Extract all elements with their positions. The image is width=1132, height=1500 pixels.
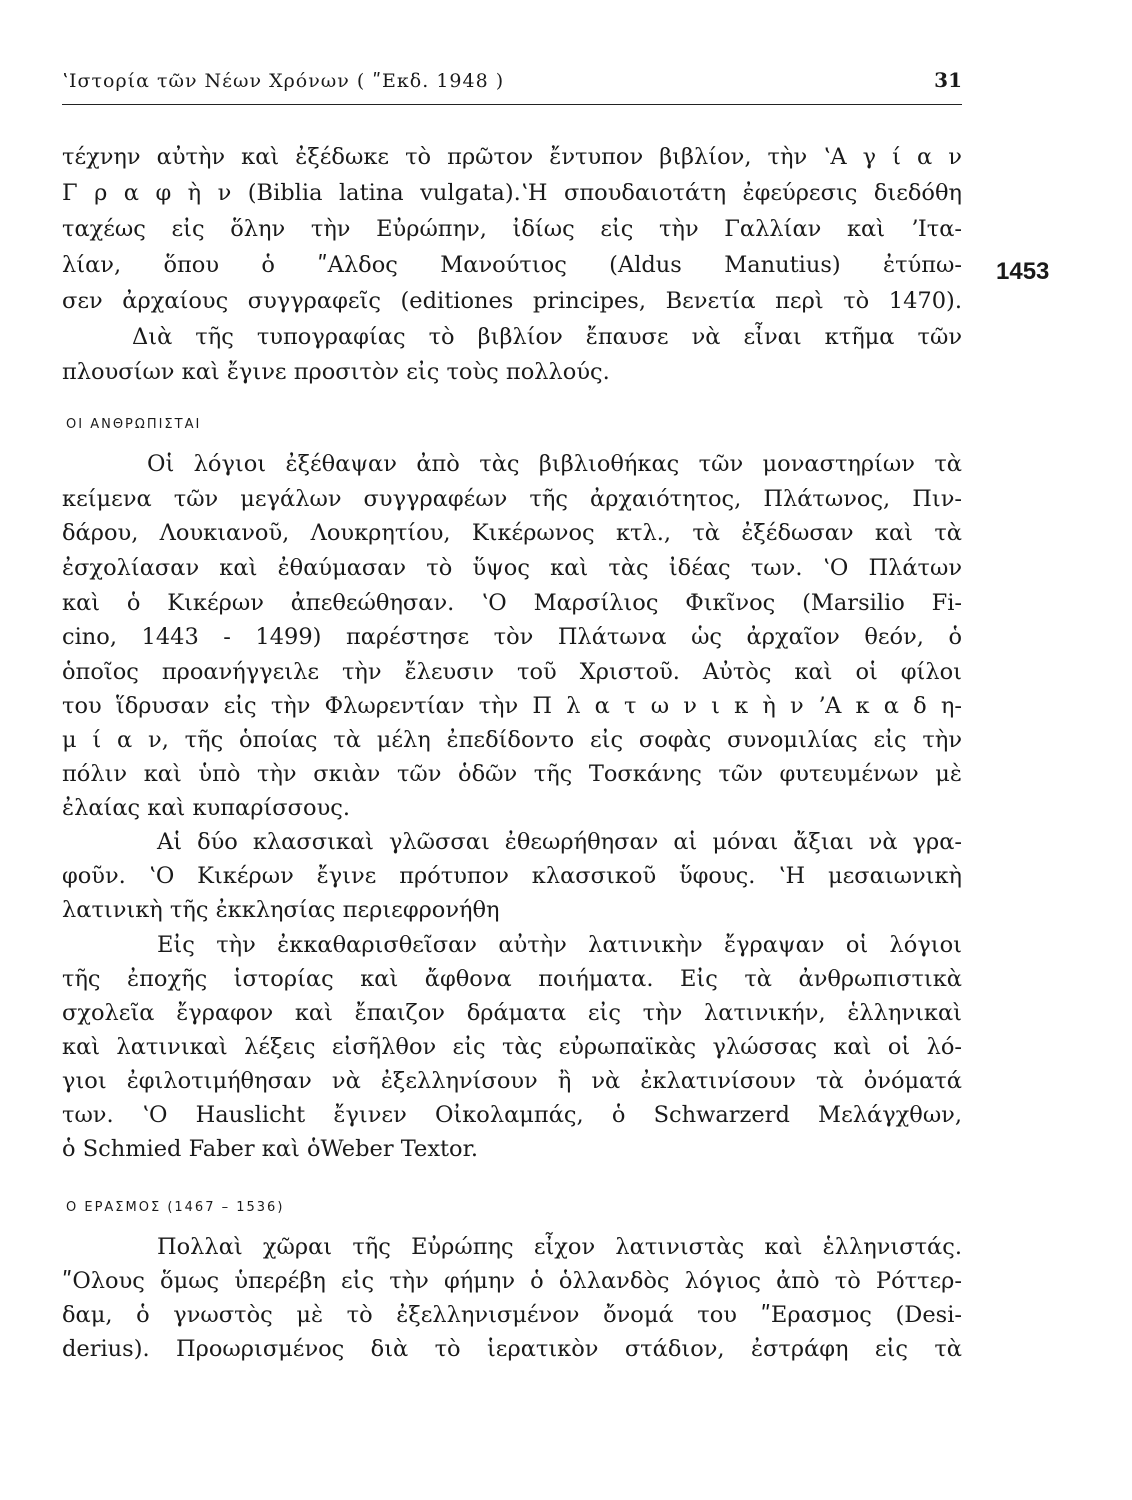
page-header: [62, 70, 962, 106]
text-line: κείμενα τῶν μεγάλων συγγραφέων τῆς ἀρχαιότητος, Πλάτωνος, Πιν-: [62, 486, 962, 512]
text-line: ὁποῖος προανήγγειλε τὴν ἔλευσιν τοῦ Χριστοῦ. Αὐτὸς καὶ οἱ φίλοι: [62, 659, 962, 685]
text-line: πλουσίων καὶ ἔγινε προσιτὸν εἰς τοὺς πολλούς.: [62, 359, 610, 385]
text-line: σχολεῖα ἔγραφον καὶ ἔπαιζον δράματα εἰς τὴν λατινικήν, ἑλληνικαὶ: [62, 1000, 962, 1026]
text-line: του ἵδρυσαν εἰς τὴν Φλωρεντίαν τὴν Π λ α τ ω ν ι κ ὴ ν ʼΑ κ α δ η-: [62, 693, 962, 719]
text-line: των. ʽΟ Hauslicht ἔγινεν Οἰκολαμπάς, ὁ Schwarzerd Μελάγχθων,: [62, 1102, 962, 1128]
text-line: φοῦν. ʽΟ Κικέρων ἔγινε πρότυπον κλασσικοῦ ὕφους. ʽΗ μεσαιωνικὴ: [62, 863, 962, 889]
text-line: Γ ρ α φ ὴ ν (Biblia latina vulgata).ʽΗ σπουδαιοτάτη ἐφεύρεσις διεδόθη: [62, 180, 962, 206]
text-line: τῆς ἐποχῆς ἱστορίας καὶ ἄφθονα ποιήματα. Εἰς τὰ ἀνθρωπιστικὰ: [62, 966, 962, 992]
text-line: μ ί α ν, τῆς ὁποίας τὰ μέλη ἐπεδίδοντο εἰς σοφὰς συνομιλίας εἰς τὴν: [62, 727, 962, 753]
text-line: καὶ λατινικαὶ λέξεις εἰσῆλθον εἰς τὰς εὐρωπαϊκὰς γλώσσας καὶ οἱ λό-: [62, 1034, 962, 1060]
text-line: ἐλαίας καὶ κυπαρίσσους.: [62, 795, 350, 821]
text-line: δάρου, Λουκιανοῦ, Λουκρητίου, Κικέρωνος κτλ., τὰ ἐξέδωσαν καὶ τὰ: [62, 520, 962, 546]
text-line: δαμ, ὁ γνωστὸς μὲ τὸ ἐξελληνισμένον ὄνομά του ʺΕρασμος (Desi-: [62, 1302, 962, 1328]
margin-year-note: 1453: [996, 258, 1050, 285]
header-rule: [62, 104, 962, 105]
text-line: πόλιν καὶ ὑπὸ τὴν σκιὰν τῶν ὁδῶν τῆς Τοσκάνης τῶν φυτευμένων μὲ: [62, 761, 962, 787]
page-number: 31: [934, 68, 962, 92]
text-line: ἐσχολίασαν καὶ ἐθαύμασαν τὸ ὕψος καὶ τὰς ἰδέας των. ʽΟ Πλάτων: [62, 555, 962, 581]
text-line: ταχέως εἰς ὅλην τὴν Εὐρώπην, ἰδίως εἰς τὴν Γαλλίαν καὶ ʼΙτα-: [62, 216, 962, 242]
text-line: Πολλαὶ χῶραι τῆς Εὐρώπης εἶχον λατινιστὰς καὶ ἑλληνιστάς.: [157, 1234, 962, 1260]
text-line: Εἰς τὴν ἐκκαθαρισθεῖσαν αὐτὴν λατινικὴν ἔγραψαν οἱ λόγιοι: [157, 932, 962, 958]
text-line: cino, 1443 - 1499) παρέστησε τὸν Πλάτωνα ὡς ἀρχαῖον θεόν, ὁ: [62, 624, 962, 650]
text-line: ʺΟλους ὅμως ὑπερέβη εἰς τὴν φήμην ὁ ὁλλανδὸς λόγιος ἀπὸ τὸ Ρόττερ-: [62, 1268, 962, 1294]
text-line: τέχνην αὐτὴν καὶ ἐξέδωκε τὸ πρῶτον ἔντυπον βιβλίον, τὴν ʽΑ γ ί α ν: [62, 144, 962, 170]
running-title: ʽΙστορία τῶν Νέων Χρόνων ( ʺΕκδ. 1948 ): [62, 70, 505, 92]
text-line: derius). Προωρισμένος διὰ τὸ ἱερατικὸν στάδιον, ἐστράφη εἰς τὰ: [62, 1336, 962, 1362]
section-heading-erasmus: Ο ΕΡΑΣΜΟΣ (1467 – 1536): [66, 1200, 285, 1215]
text-line: Οἱ λόγιοι ἐξέθαψαν ἀπὸ τὰς βιβλιοθήκας τῶν μοναστηρίων τὰ: [147, 451, 962, 477]
text-line: σεν ἀρχαίους συγγραφεῖς (editiones principes, Βενετία περὶ τὸ 1470).: [62, 288, 962, 314]
text-line: Αἱ δύο κλασσικαὶ γλῶσσαι ἐθεωρήθησαν αἱ μόναι ἄξιαι νὰ γρα-: [157, 829, 962, 855]
text-line: γιοι ἐφιλοτιμήθησαν νὰ ἐξελληνίσουν ἢ νὰ ἐκλατινίσουν τὰ ὀνόματά: [62, 1068, 962, 1094]
section-heading-humanists: ΟΙ ΑΝΘΡΩΠΙΣΤΑΙ: [66, 417, 202, 432]
text-line: λίαν, ὅπου ὁ ʺΑλδος Μανούτιος (Aldus Manutius) ἐτύπω-: [62, 252, 962, 278]
text-line: καὶ ὁ Κικέρων ἀπεθεώθησαν. ʽΟ Μαρσίλιος Φικῖνος (Marsilio Fi-: [62, 590, 962, 616]
text-line: λατινικὴ τῆς ἐκκλησίας περιεφρονήθη: [62, 897, 500, 923]
text-line: ὁ Schmied Faber καὶ ὁWeber Textor.: [62, 1136, 479, 1162]
text-line: Διὰ τῆς τυπογραφίας τὸ βιβλίον ἔπαυσε νὰ εἶναι κτῆμα τῶν: [132, 324, 962, 350]
